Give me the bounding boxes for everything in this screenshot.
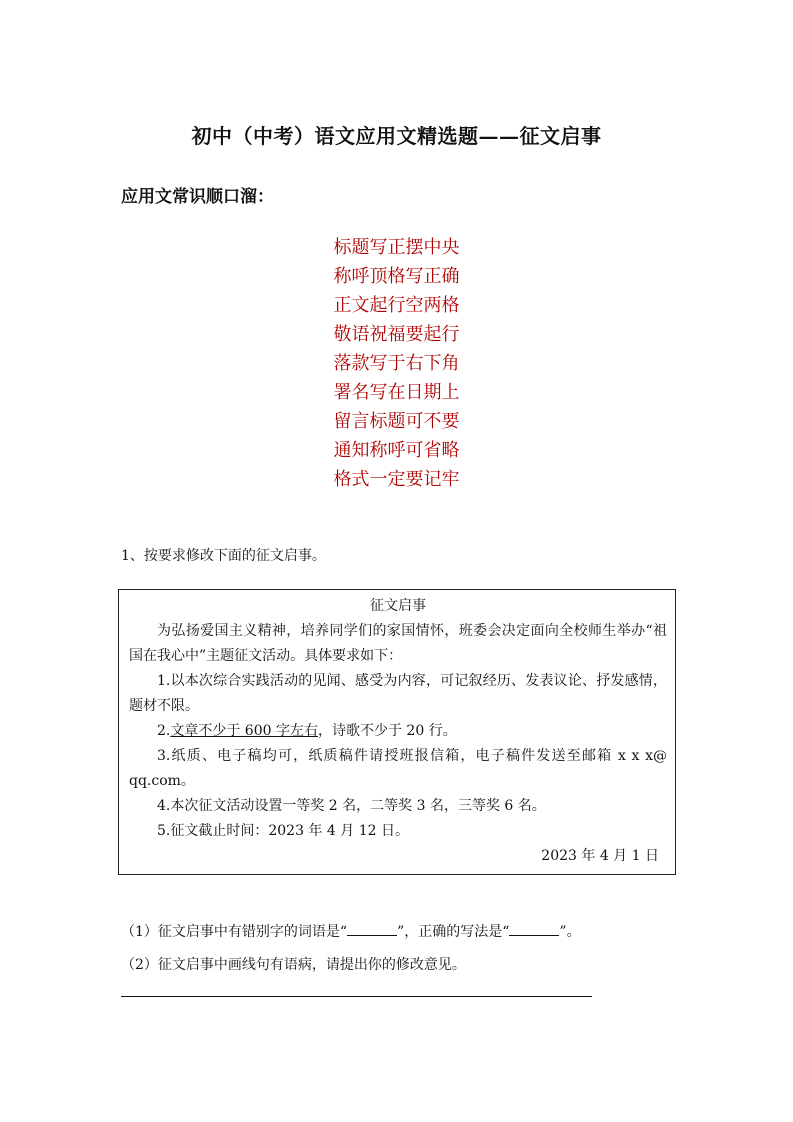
answer-q1-part3: ”。 <box>559 924 581 940</box>
notice-item-5: 5.征文截止时间：2023 年 4 月 12 日。 <box>157 823 409 839</box>
notice-item-2-suffix: ，诗歌不少于 20 行。 <box>317 723 457 739</box>
notice-item-1: 1.以本次综合实践活动的见闻、感受为内容，可记叙经历、发表议论、抒发感情，题材不限。 <box>129 673 667 714</box>
answer-line[interactable] <box>121 996 592 997</box>
notice-date: 2023 年 4 月 1 日 <box>541 848 659 864</box>
page-title: 初中（中考）语文应用文精选题——征文启事 <box>191 124 602 148</box>
notice-heading: 征文启事 <box>370 598 426 614</box>
answer-q1-part2: ”，正确的写法是“ <box>397 924 510 940</box>
answer-blank-correct-word[interactable] <box>509 921 559 936</box>
mnemonic-line: 署名写在日期上 <box>333 382 460 403</box>
notice-item-2-prefix: 2. <box>157 723 171 739</box>
section-subheading: 应用文常识顺口溜： <box>121 187 274 207</box>
mnemonic-line: 通知称呼可省略 <box>333 440 460 461</box>
notice-item-4: 4.本次征文活动设置一等奖 2 名，二等奖 3 名，三等奖 6 名。 <box>157 798 546 814</box>
mnemonic-line: 标题写正摆中央 <box>333 237 460 258</box>
mnemonic-verse <box>0 233 793 494</box>
notice-item-2 <box>129 719 667 744</box>
mnemonic-line: 敬语祝福要起行 <box>333 324 460 345</box>
answer-question-1 <box>121 916 581 949</box>
underlined-sentence: 文章不少于 600 字左右 <box>170 723 318 739</box>
mnemonic-line: 称呼顶格写正确 <box>333 266 460 287</box>
answer-section <box>121 916 581 982</box>
question-prompt: 1、按要求修改下面的征文启事。 <box>121 548 326 564</box>
mnemonic-line: 落款写于右下角 <box>333 353 460 374</box>
answer-question-2: （2）征文启事中画线句有语病，请提出你的修改意见。 <box>121 957 466 973</box>
mnemonic-line: 正文起行空两格 <box>333 295 460 316</box>
notice-box <box>118 589 676 875</box>
answer-blank-wrong-word[interactable] <box>347 921 397 936</box>
mnemonic-line: 格式一定要记牢 <box>333 469 460 490</box>
answer-q1-part1: （1）征文启事中有错别字的词语是“ <box>121 924 348 940</box>
notice-item-3: 3.纸质、电子稿均可，纸质稿件请授班报信箱，电子稿件发送至邮箱 x x x@ qq.com。 <box>129 748 667 789</box>
mnemonic-line: 留言标题可不要 <box>333 411 460 432</box>
notice-intro: 为弘扬爱国主义精神，培养同学们的家国情怀，班委会决定面向全校师生举办“祖国在我心中”主题征文活动。具体要求如下： <box>129 623 667 664</box>
